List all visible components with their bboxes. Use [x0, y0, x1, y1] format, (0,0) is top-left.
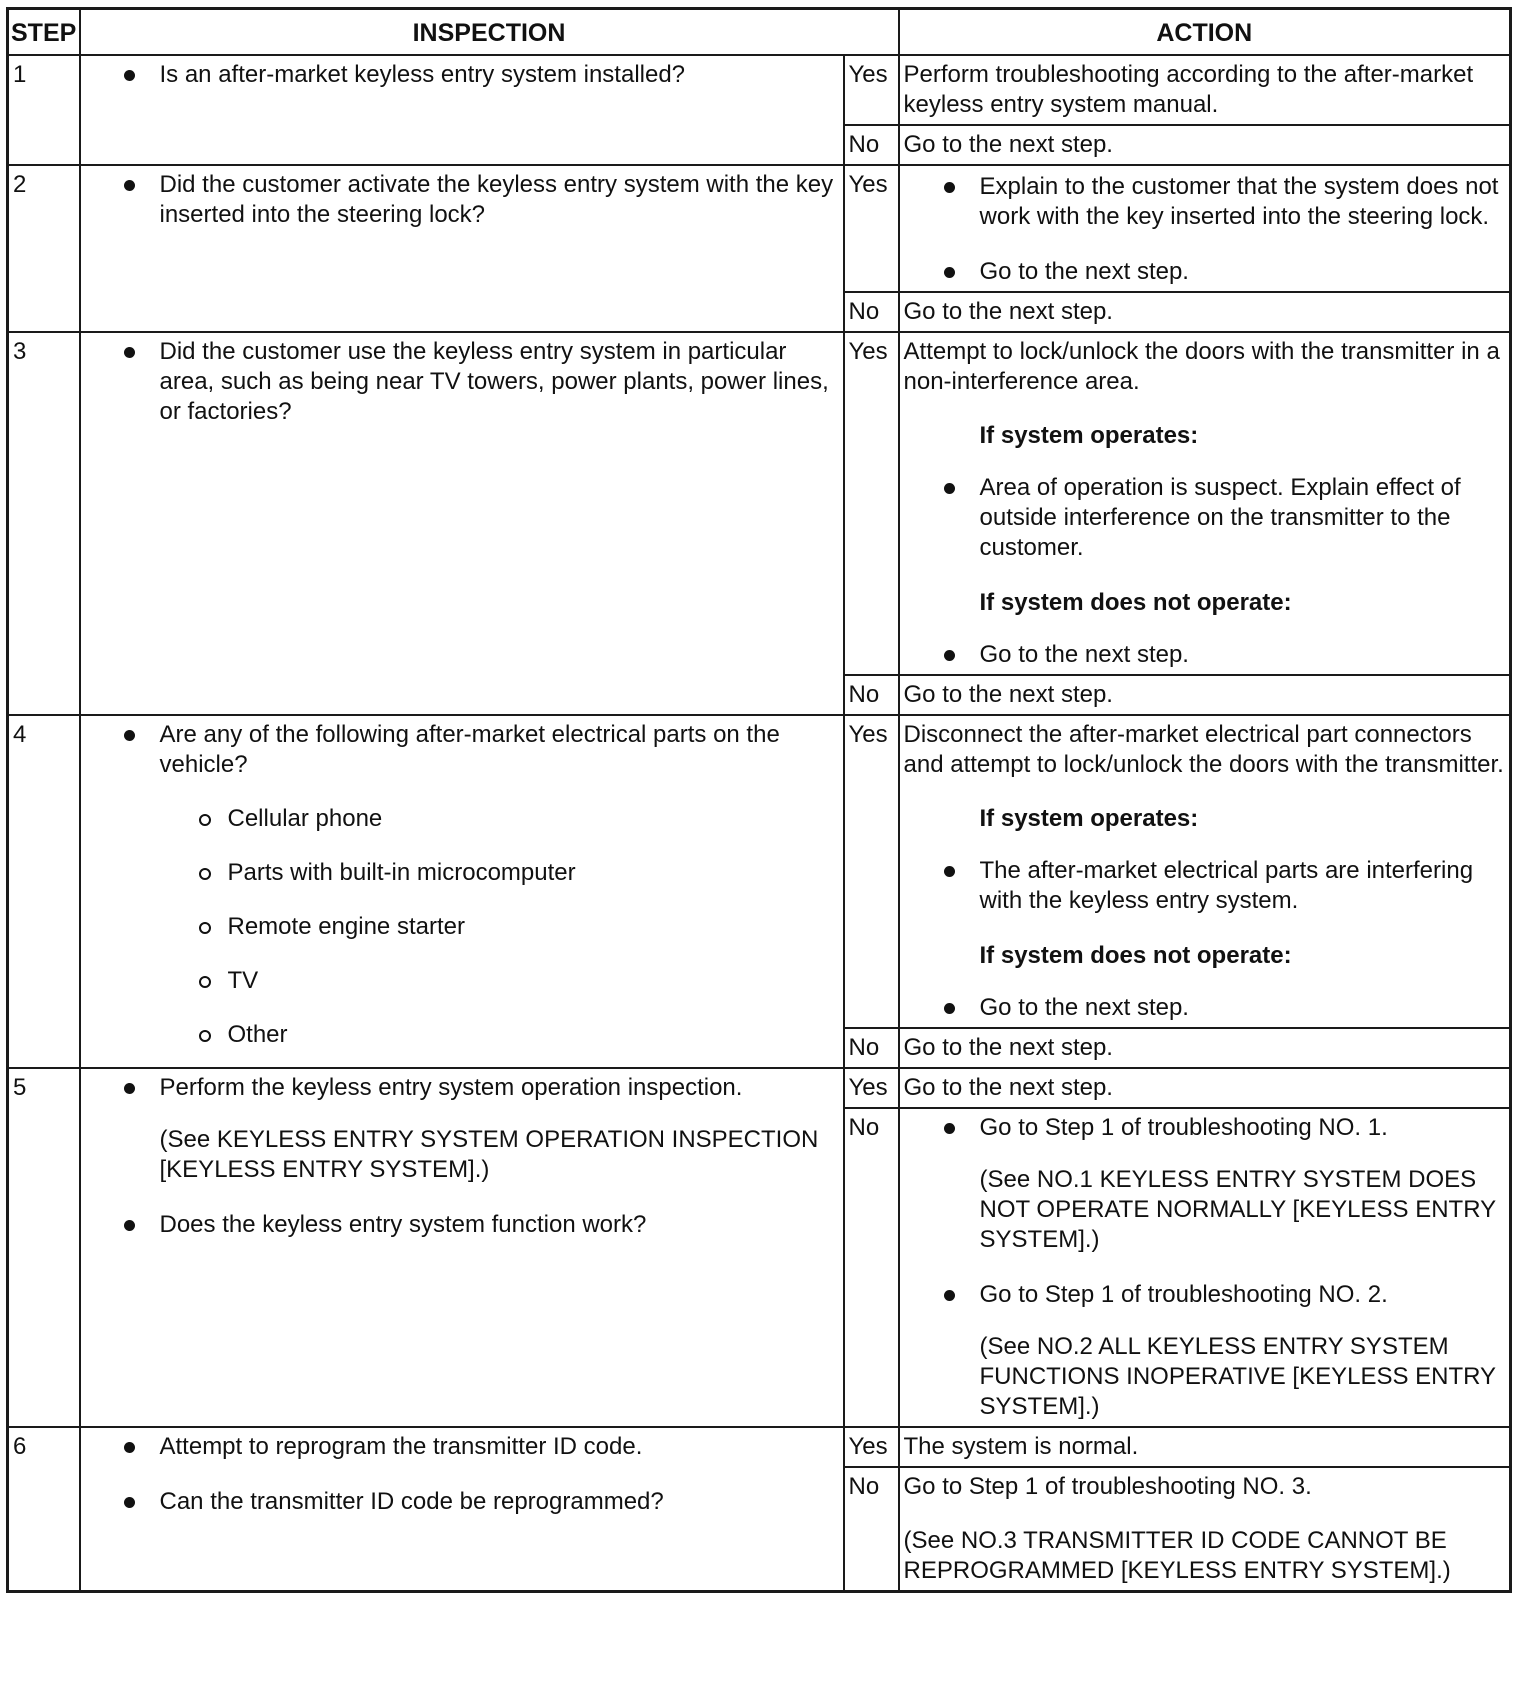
step-1-yes-action [899, 55, 1511, 125]
inspection-item [120, 60, 839, 90]
step-6-yes-row [8, 1427, 1511, 1467]
step-2-no-action: Go to the next step. [899, 292, 1511, 332]
bullet-icon [124, 1497, 135, 1508]
inspection-text: Attempt to reprogram the transmitter ID code. [159, 1433, 643, 1460]
step-4-inspection [80, 715, 844, 1068]
circle-bullet-icon [199, 868, 211, 880]
step-number: 5 [8, 1068, 80, 1427]
action-item [940, 640, 1506, 670]
header-step: STEP [8, 9, 80, 56]
step-1-yes-row [8, 55, 1511, 125]
inspection-item [120, 1210, 839, 1240]
step-4-no-action: Go to the next step. [899, 1028, 1511, 1068]
step-2-yes-row [8, 165, 1511, 292]
inspection-text: Can the transmitter ID code be reprogrammed? [159, 1488, 664, 1515]
no-label: No [844, 125, 899, 165]
sub-item-text: Other [227, 1021, 288, 1048]
yes-label: Yes [844, 332, 899, 675]
sub-item-text: Remote engine starter [227, 913, 465, 940]
action-reference: (See NO.3 TRANSMITTER ID CODE CANNOT BE REPROGRAMMED [KEYLESS ENTRY SYSTEM].) [903, 1527, 1451, 1584]
circle-bullet-icon [199, 976, 211, 988]
bullet-icon [944, 1123, 955, 1134]
bullet-icon [124, 70, 135, 81]
sub-item-text: TV [227, 967, 259, 994]
inspection-item [120, 1432, 839, 1462]
step-2-inspection [80, 165, 844, 332]
step-3-yes-action [899, 332, 1511, 675]
step-1-no-action: Go to the next step. [899, 125, 1511, 165]
action-item [940, 993, 1506, 1023]
action-item [940, 473, 1506, 563]
yes-label: Yes [844, 165, 899, 292]
bullet-icon [124, 347, 135, 358]
header-row [8, 9, 1511, 56]
action-text: Go to the next step. [979, 258, 1189, 285]
step-6-inspection [80, 1427, 844, 1592]
inspection-item [120, 1487, 839, 1517]
sub-item [195, 858, 839, 888]
circle-bullet-icon [199, 1030, 211, 1042]
sub-item [195, 912, 839, 942]
condition-heading: If system operates: [979, 805, 1199, 832]
action-item [940, 856, 1506, 916]
bullet-icon [944, 650, 955, 661]
step-4-yes-action [899, 715, 1511, 1028]
step-2-yes-action [899, 165, 1511, 292]
condition-heading: If system does not operate: [979, 942, 1292, 969]
step-number: 2 [8, 165, 80, 332]
inspection-text: Does the keyless entry system function work? [159, 1211, 647, 1238]
yes-label: Yes [844, 1068, 899, 1108]
inspection-item [120, 1073, 839, 1185]
step-5-yes-row [8, 1068, 1511, 1108]
no-label: No [844, 675, 899, 715]
no-label: No [844, 1467, 899, 1592]
inspection-text: Did the customer use the keyless entry system in particular area, such as being near TV towers, power plants, power lines, or factories? [159, 338, 829, 425]
sub-item-text: Parts with built-in microcomputer [227, 859, 576, 886]
step-6-yes-action: The system is normal. [899, 1427, 1511, 1467]
no-label: No [844, 1028, 899, 1068]
condition-heading: If system does not operate: [979, 589, 1292, 616]
step-1-inspection [80, 55, 844, 165]
action-text: Perform troubleshooting according to the after-market keyless entry system manual. [903, 61, 1474, 118]
bullet-icon [124, 180, 135, 191]
inspection-text: Perform the keyless entry system operation inspection. [159, 1074, 743, 1101]
bullet-icon [944, 182, 955, 193]
troubleshooting-table [6, 7, 1512, 1593]
step-5-no-action [899, 1108, 1511, 1427]
bullet-icon [124, 730, 135, 741]
inspection-text: Did the customer activate the keyless entry system with the key inserted into the steering lock? [159, 171, 834, 228]
inspection-text: Are any of the following after-market electrical parts on the vehicle? [159, 721, 780, 778]
inspection-item [120, 720, 839, 780]
action-text: Go to the next step. [979, 994, 1189, 1021]
step-5-inspection [80, 1068, 844, 1427]
inspection-text: Is an after-market keyless entry system installed? [159, 61, 686, 88]
no-label: No [844, 1108, 899, 1427]
action-item [940, 257, 1506, 287]
sub-item [195, 966, 839, 996]
step-3-yes-row [8, 332, 1511, 675]
action-text: Go to Step 1 of troubleshooting NO. 1. [979, 1114, 1388, 1141]
action-text: Area of operation is suspect. Explain effect of outside interference on the transmitter to the customer. [979, 474, 1461, 561]
step-5-yes-action: Go to the next step. [899, 1068, 1511, 1108]
inspection-item [120, 170, 839, 230]
step-3-no-action: Go to the next step. [899, 675, 1511, 715]
no-label: No [844, 292, 899, 332]
action-text: The after-market electrical parts are interfering with the keyless entry system. [979, 857, 1474, 914]
bullet-icon [944, 1003, 955, 1014]
action-text: Go to Step 1 of troubleshooting NO. 2. [979, 1281, 1388, 1308]
bullet-icon [124, 1083, 135, 1094]
action-text: Go to the next step. [979, 641, 1189, 668]
action-item [940, 1113, 1506, 1255]
bullet-icon [124, 1442, 135, 1453]
step-4-yes-row [8, 715, 1511, 1028]
sub-item [195, 804, 839, 834]
sub-item-text: Cellular phone [227, 805, 383, 832]
inspection-item [120, 337, 839, 427]
action-text: Explain to the customer that the system does not work with the key inserted into the steering lock. [979, 173, 1499, 230]
action-text: Attempt to lock/unlock the doors with the transmitter in a non-interference area. [903, 338, 1500, 395]
troubleshooting-table-wrapper [6, 7, 1512, 1593]
step-number: 6 [8, 1427, 80, 1592]
circle-bullet-icon [199, 922, 211, 934]
yes-label: Yes [844, 55, 899, 125]
action-reference: (See NO.2 ALL KEYLESS ENTRY SYSTEM FUNCTIONS INOPERATIVE [KEYLESS ENTRY SYSTEM].) [979, 1333, 1496, 1420]
bullet-icon [124, 1220, 135, 1231]
action-reference: (See NO.1 KEYLESS ENTRY SYSTEM DOES NOT OPERATE NORMALLY [KEYLESS ENTRY SYSTEM].) [979, 1166, 1496, 1253]
step-3-inspection [80, 332, 844, 715]
bullet-icon [944, 1290, 955, 1301]
yes-label: Yes [844, 715, 899, 1028]
bullet-icon [944, 866, 955, 877]
action-item [940, 172, 1506, 232]
inspection-reference: (See KEYLESS ENTRY SYSTEM OPERATION INSPECTION [KEYLESS ENTRY SYSTEM].) [159, 1126, 819, 1183]
action-item [940, 1280, 1506, 1422]
action-text: Go to Step 1 of troubleshooting NO. 3. [903, 1473, 1312, 1500]
condition-heading: If system operates: [979, 422, 1199, 449]
step-number: 4 [8, 715, 80, 1068]
yes-label: Yes [844, 1427, 899, 1467]
circle-bullet-icon [199, 814, 211, 826]
sub-item [195, 1020, 839, 1050]
header-inspection: INSPECTION [80, 9, 899, 56]
step-6-no-action [899, 1467, 1511, 1592]
bullet-icon [944, 267, 955, 278]
action-text: Disconnect the after-market electrical part connectors and attempt to lock/unlock the doors with the transmitter. [903, 721, 1504, 778]
step-number: 1 [8, 55, 80, 165]
bullet-icon [944, 483, 955, 494]
step-number: 3 [8, 332, 80, 715]
header-action: ACTION [899, 9, 1511, 56]
